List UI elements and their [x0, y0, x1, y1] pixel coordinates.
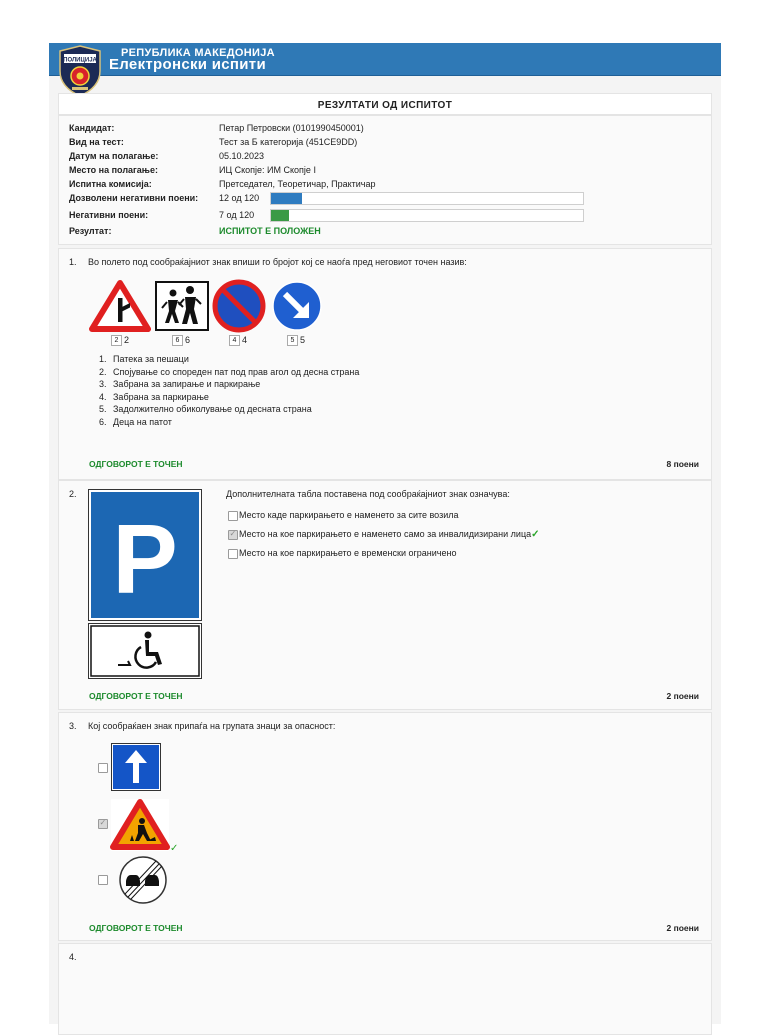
- list-item: 6. Деца на патот: [99, 416, 172, 427]
- keep-right-sign-icon: [270, 280, 324, 332]
- results-info-panel: [58, 115, 712, 245]
- header-app-title: Електронски испити: [109, 56, 266, 73]
- negative-progress-bar: [270, 209, 584, 222]
- page-container: [49, 43, 721, 1024]
- info-label: Датум на полагање:: [69, 151, 159, 161]
- one-way-sign-icon[interactable]: [111, 743, 161, 791]
- option-checkbox[interactable]: [228, 549, 238, 559]
- info-value: 05.10.2023: [219, 151, 265, 161]
- info-label: Дозволени негативни поени:: [69, 193, 199, 203]
- parking-letter: P: [112, 504, 178, 614]
- question-points: 2 поени: [666, 923, 699, 933]
- answer-value: 5: [300, 335, 306, 345]
- info-row-allowed-negative: [69, 193, 589, 205]
- end-no-overtaking-sign-icon[interactable]: [117, 855, 169, 905]
- question-4: [58, 943, 712, 1035]
- sign-1-answer[interactable]: [111, 335, 129, 346]
- answer-value: 6: [185, 335, 191, 345]
- question-points: 8 поени: [666, 459, 699, 469]
- option-checkbox[interactable]: [98, 875, 108, 885]
- parking-disabled-sign-icon: [88, 489, 202, 679]
- info-label: Испитна комисија:: [69, 179, 152, 189]
- progress-fill: [271, 193, 302, 204]
- question-number: 3.: [69, 721, 77, 731]
- info-value: ИЦ Скопје: ИМ Скопје I: [219, 165, 316, 175]
- question-text: Дополнителната табла поставена под сообраќајниот знак означува:: [226, 489, 510, 499]
- question-text: Во полето под сообраќајниот знак впиши го бројот кој се наоѓа пред неговиот точен назив:: [88, 257, 467, 267]
- header-country: РЕПУБЛИКА МАКЕДОНИЈА: [121, 47, 275, 59]
- results-title-box: [58, 93, 712, 115]
- option-checkbox[interactable]: [228, 530, 238, 540]
- correct-check-icon: ✓: [170, 843, 179, 854]
- result-status: ИСПИТОТ Е ПОЛОЖЕН: [219, 226, 321, 236]
- site-header: [49, 43, 721, 76]
- answer-status: ОДГОВОРОТ Е ТОЧЕН: [89, 923, 183, 933]
- no-parking-sign-icon: [213, 280, 265, 332]
- question-points: 2 поени: [666, 691, 699, 701]
- answer-options-list: [99, 354, 359, 429]
- option-label: Место каде паркирањето е наменето за сите возила: [239, 510, 459, 520]
- question-3: [58, 712, 712, 941]
- list-item: 3. Забрана за запирање и паркирање: [99, 379, 261, 389]
- correct-check-icon: ✓: [531, 529, 540, 540]
- answer-input-box[interactable]: 6: [172, 335, 183, 346]
- option-checkbox[interactable]: [228, 511, 238, 521]
- list-item: 1. Патека за пешаци: [99, 354, 189, 364]
- answer-status: ОДГОВОРОТ Е ТОЧЕН: [89, 459, 183, 469]
- list-item: 5. Задолжително обиколување од десната страна: [99, 404, 312, 414]
- option-text: Место на кое паркирањето е наменето само за инвалидизирани лица: [239, 529, 532, 539]
- info-label: Негативни поени:: [69, 210, 149, 220]
- question-1: [58, 248, 712, 480]
- info-value: 12 од 120: [219, 193, 260, 203]
- progress-fill: [271, 210, 289, 221]
- info-value: 7 од 120: [219, 210, 255, 220]
- option-label-selected: [239, 529, 540, 540]
- info-label: Кандидат:: [69, 123, 115, 133]
- junction-warning-sign-icon: [89, 280, 151, 332]
- results-title: РЕЗУЛТАТИ ОД ИСПИТОТ: [317, 100, 453, 111]
- question-number: 4.: [69, 952, 77, 962]
- info-row-negative: [69, 210, 589, 222]
- question-text: Кој сообраќаен знак припаѓа на групата знаци за опасност:: [88, 721, 336, 731]
- info-value: Тест за Б категорија (451CE9DD): [219, 137, 358, 147]
- question-number: 2.: [69, 489, 77, 499]
- answer-input-box[interactable]: 5: [287, 335, 298, 346]
- option-label: Место на кое паркирањето е временски ограничено: [239, 548, 457, 558]
- road-works-sign-icon[interactable]: [111, 799, 177, 853]
- answer-value: 4: [242, 335, 248, 345]
- question-2: [58, 480, 712, 710]
- answer-value: 2: [124, 335, 130, 345]
- answer-status: ОДГОВОРОТ Е ТОЧЕН: [89, 691, 183, 701]
- info-value: Претседател, Теоретичар, Практичар: [219, 179, 376, 189]
- sign-4-answer[interactable]: [287, 335, 305, 346]
- list-item: 4. Забрана за паркирање: [99, 391, 209, 402]
- logo-text: ПОЛИЦИЈА: [63, 57, 97, 64]
- list-item: 2. Спојување со споредeн пат под прав агол од десна страна: [99, 366, 360, 377]
- option-checkbox[interactable]: [98, 819, 108, 829]
- question-number: 1.: [69, 257, 77, 267]
- info-value: Петар Петровски (0101990450001): [219, 123, 364, 133]
- info-label: Резултат:: [69, 226, 112, 236]
- sign-3-answer[interactable]: [229, 335, 247, 346]
- info-label: Место на полагање:: [69, 165, 158, 175]
- info-label: Вид на тест:: [69, 137, 124, 147]
- children-sign-icon: [155, 281, 209, 331]
- allowed-negative-progress-bar: [270, 192, 584, 205]
- answer-input-box[interactable]: 4: [229, 335, 240, 346]
- sign-2-answer[interactable]: [172, 335, 190, 346]
- police-emblem-icon: [57, 45, 103, 97]
- option-checkbox[interactable]: [98, 763, 108, 773]
- answer-input-box[interactable]: 2: [111, 335, 122, 346]
